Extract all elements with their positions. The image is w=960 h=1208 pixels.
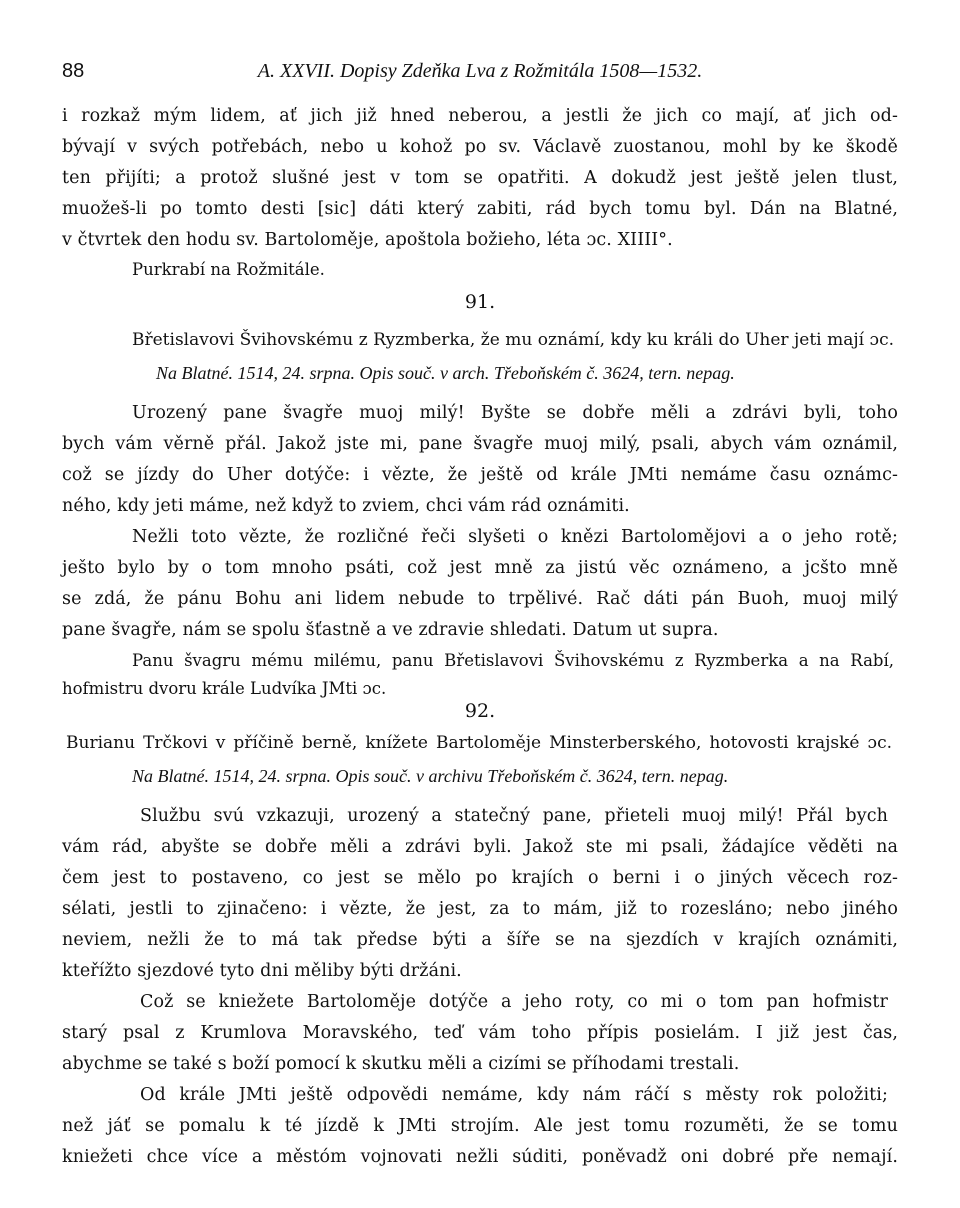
- source-note: Na Blatné. 1514, 24. srpna. Opis souč. v archivu Třeboňském č. 3624, tern. nepag.: [132, 766, 729, 786]
- text-line: ten přijíti; a protož slušné jest v tom se opatřiti. A dokudž jest ještě jelen tlust,: [62, 168, 898, 188]
- text-line: Což se kniežete Bartoloměje dotýče a jeho roty, co mi o tom pan hofmistr: [140, 992, 888, 1012]
- text-line: neviem, nežli že to má tak předse býti a šíře se na sjezdích v krajích oznámiti,: [62, 930, 898, 950]
- text-line: ného, kdy jeti máme, než když to zviem, chci vám rád oznámiti.: [62, 496, 630, 516]
- text-line: Nežli toto vězte, že rozličné řeči slyšeti o knězi Bartolomějovi a o jeho rotě;: [132, 527, 898, 547]
- text-line: bych vám věrně přál. Jakož jste mi, pane švagře muoj milý, psali, abych vám oznámil,: [62, 434, 898, 454]
- text-line: vám rád, abyšte se dobře měli a zdrávi byli. Jakož ste mi psali, žádajíce věděti na: [62, 837, 898, 857]
- text-line: se zdá, že pánu Bohu ani lidem nebude to trpělivé. Rač dáti pán Buoh, muoj milý: [62, 589, 898, 609]
- page-number: 88: [62, 60, 85, 82]
- text-line: sélati, jestli to zjinačeno: i vězte, že jest, za to mám, již to rozesláno; nebo jiného: [62, 899, 898, 919]
- text-line: kteřížto sjezdové tyto dni měliby býti držáni.: [62, 961, 462, 981]
- page-header: [0, 60, 960, 84]
- address-line: Panu švagru mému milému, panu Břetislavovi Švihovskému z Ryzmberka a na Rabí,: [132, 651, 894, 670]
- letter-summary: Břetislavovi Švihovskému z Ryzmberka, že mu oznámí, kdy ku králi do Uher jeti mají ɔc.: [132, 330, 894, 350]
- text-line: abychme se také s boží pomocí k skutku měli a cizími se příhodami trestali.: [62, 1054, 740, 1074]
- text-line: starý psal z Krumlova Moravského, teď vám toho přípis posielám. I již jest čas,: [62, 1023, 898, 1043]
- text-line: ješto bylo by o tom mnoho psáti, což jest mně za jistú věc oznámeno, a jcšto mně: [62, 558, 898, 578]
- text-line: Urozený pane švagře muoj milý! Byšte se dobře měli a zdrávi byli, toho: [132, 403, 898, 423]
- text-line: v čtvrtek den hodu sv. Bartoloměje, apoštola božieho, léta ɔc. XIIII°.: [62, 230, 673, 250]
- text-line: i rozkaž mým lidem, ať jich již hned neberou, a jestli že jich co mají, ať jich od-: [62, 106, 898, 126]
- letter-number-92: 92.: [464, 700, 496, 722]
- text-line: Od krále JMti ještě odpovědi nemáme, kdy nám ráčí s městy rok položiti;: [140, 1085, 888, 1105]
- source-note: Na Blatné. 1514, 24. srpna. Opis souč. v arch. Třeboňském č. 3624, tern. nepag.: [156, 363, 735, 383]
- running-title: A. XXVII. Dopisy Zdeňka Lva z Rožmitála 1508—1532.: [257, 60, 703, 82]
- text-line: což se jízdy do Uher dotýče: i vězte, že ještě od krále JMti nemáme času oznámc-: [62, 465, 898, 485]
- text-line: čem jest to postaveno, co jest se mělo po krajích o berni i o jiných věcech roz-: [62, 868, 898, 888]
- letter-summary: Burianu Trčkovi v příčině berně, knížete Bartoloměje Minsterberského, hotovosti krajské ɔc.: [66, 733, 892, 753]
- text-line: kniežeti chce více a městóm vojnovati nežli súditi, poněvadž oni dobré pře nemají.: [62, 1147, 898, 1167]
- address-line: hofmistru dvoru krále Ludvíka JMti ɔc.: [62, 679, 387, 698]
- text-line: bývají v svých potřebách, nebo u kohož po sv. Václavě zuostanou, mohl by ke škodě: [62, 137, 898, 157]
- text-line: pane švagře, nám se spolu šťastně a ve zdravie shledati. Datum ut supra.: [62, 620, 719, 640]
- signature: Purkrabí na Rožmitále.: [132, 260, 325, 279]
- letter-number-91: 91.: [464, 291, 496, 313]
- text-line: než jáť se pomalu k té jízdě k JMti strojím. Ale jest tomu rozuměti, že se tomu: [62, 1116, 898, 1136]
- text-line: muožeš-li po tomto desti [sic] dáti který zabiti, rád bych tomu byl. Dán na Blatné,: [62, 199, 898, 219]
- text-line: Službu svú vzkazuji, urozený a statečný pane, přieteli muoj milý! Přál bych: [140, 806, 888, 826]
